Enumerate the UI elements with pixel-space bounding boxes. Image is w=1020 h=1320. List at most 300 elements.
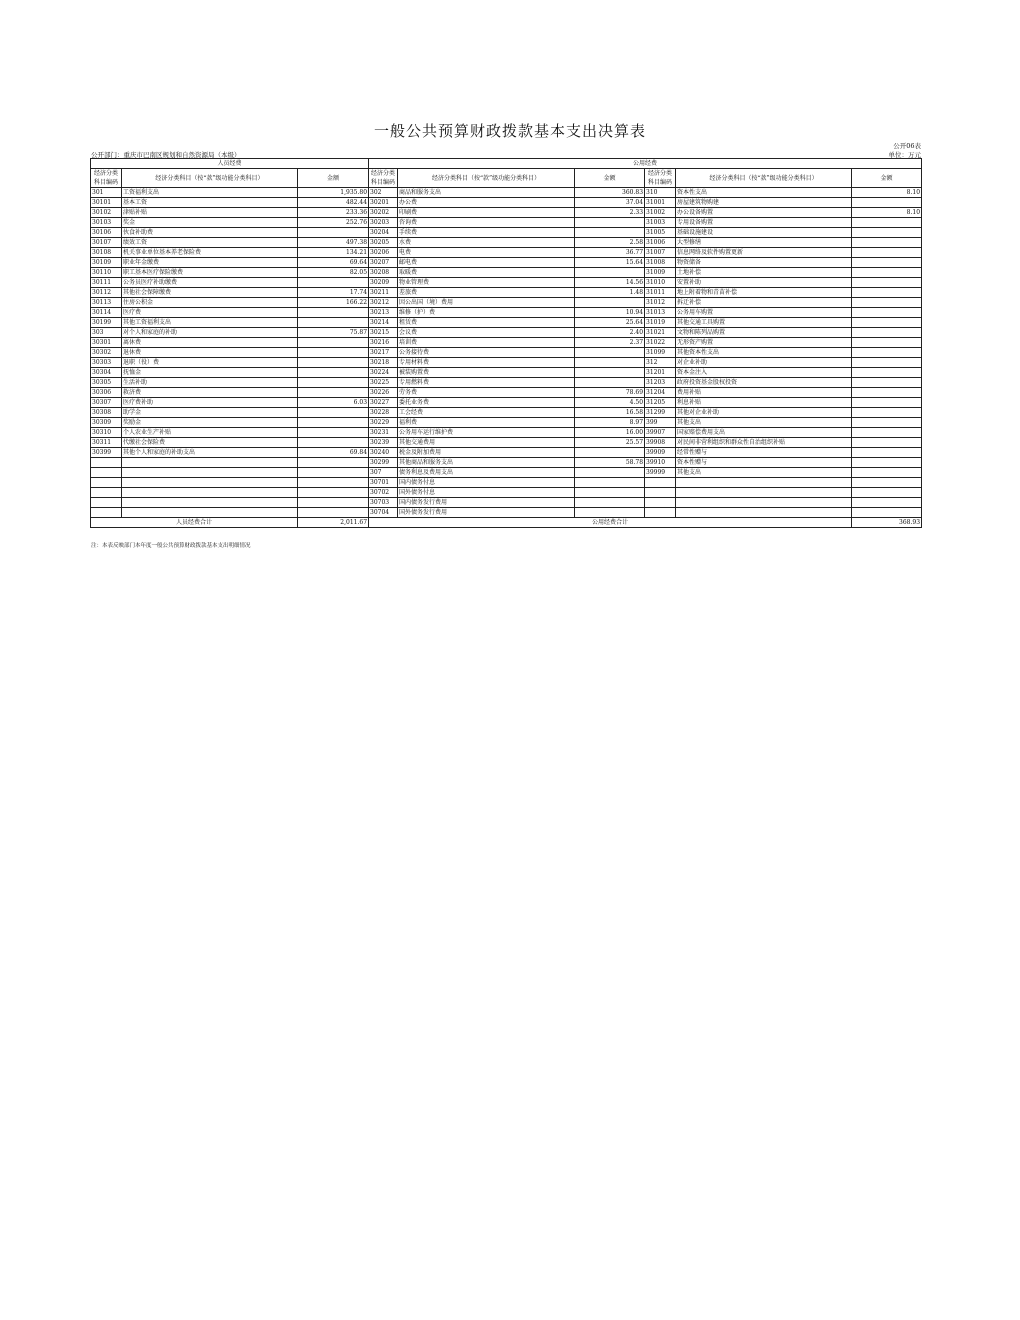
code-cell: 31008 <box>645 258 676 268</box>
code-cell: 31201 <box>645 368 676 378</box>
table-row <box>91 498 922 508</box>
code-cell: 30102 <box>91 208 122 218</box>
table-row <box>91 228 922 238</box>
name-cell: 奖励金 <box>122 418 298 428</box>
amount-cell: 36.77 <box>575 248 645 258</box>
name-cell: 信息网络及软件购置更新 <box>676 248 852 258</box>
amount-cell <box>852 278 922 288</box>
name-cell: 机关事业单位基本养老保险费 <box>122 248 298 258</box>
amount-cell: 8.10 <box>852 208 922 218</box>
amount-cell <box>298 278 369 288</box>
code-cell: 31007 <box>645 248 676 258</box>
code-cell: 31021 <box>645 328 676 338</box>
name-cell: 专用材料费 <box>398 358 575 368</box>
name-cell: 费用补贴 <box>676 388 852 398</box>
amount-cell: 75.87 <box>298 328 369 338</box>
table-row <box>91 188 922 198</box>
amount-cell <box>852 458 922 468</box>
amount-cell <box>575 508 645 518</box>
code-cell <box>91 468 122 478</box>
name-cell: 专用设备购置 <box>676 218 852 228</box>
name-cell: 其他对企业补助 <box>676 408 852 418</box>
code-cell: 307 <box>369 468 398 478</box>
name-cell: 印刷费 <box>398 208 575 218</box>
name-cell <box>122 458 298 468</box>
amount-cell: 16.58 <box>575 408 645 418</box>
name-cell: 其他支出 <box>676 468 852 478</box>
name-cell: 对个人和家庭的补助 <box>122 328 298 338</box>
code-cell: 30399 <box>91 448 122 458</box>
name-cell: 委托业务费 <box>398 398 575 408</box>
amount-cell <box>575 448 645 458</box>
amount-cell: 10.94 <box>575 308 645 318</box>
amount-cell <box>852 308 922 318</box>
personnel-total-amount: 2,011.67 <box>298 518 369 528</box>
amount-cell <box>298 508 369 518</box>
name-cell: 其他社会保障缴费 <box>122 288 298 298</box>
table-row <box>91 418 922 428</box>
amount-cell: 82.05 <box>298 268 369 278</box>
name-cell: 债务利息及费用支出 <box>398 468 575 478</box>
code-cell: 31009 <box>645 268 676 278</box>
code-cell: 30299 <box>369 458 398 468</box>
code-cell: 31001 <box>645 198 676 208</box>
name-cell: 伙食补助费 <box>122 228 298 238</box>
name-cell <box>676 478 852 488</box>
name-cell: 公务用车购置 <box>676 308 852 318</box>
amount-cell <box>852 258 922 268</box>
name-cell <box>676 488 852 498</box>
name-header: 经济分类科目（按“款”级功能分类科目） <box>122 169 298 188</box>
amount-cell <box>852 478 922 488</box>
code-cell: 30306 <box>91 388 122 398</box>
table-row <box>91 198 922 208</box>
amount-cell <box>852 338 922 348</box>
name-cell: 职工基本医疗保险缴费 <box>122 268 298 278</box>
name-cell: 政府投资基金股权投资 <box>676 378 852 388</box>
amount-cell <box>298 438 369 448</box>
name-cell: 利息补贴 <box>676 398 852 408</box>
code-cell: 30701 <box>369 478 398 488</box>
name-cell: 助学金 <box>122 408 298 418</box>
amount-cell <box>852 318 922 328</box>
name-cell: 抚恤金 <box>122 368 298 378</box>
amount-cell <box>852 408 922 418</box>
page-title: 一般公共预算财政拨款基本支出决算表 <box>373 122 646 140</box>
code-cell: 30239 <box>369 438 398 448</box>
amount-cell <box>298 498 369 508</box>
amount-cell <box>852 218 922 228</box>
amount-cell: 25.64 <box>575 318 645 328</box>
amount-cell <box>852 248 922 258</box>
code-cell: 31011 <box>645 288 676 298</box>
table-row <box>91 218 922 228</box>
code-cell: 31204 <box>645 388 676 398</box>
code-cell: 30703 <box>369 498 398 508</box>
footnote: 注：本表反映部门本年度一般公共预算财政拨款基本支出明细情况 <box>91 543 251 549</box>
table-row <box>91 338 922 348</box>
code-cell <box>91 478 122 488</box>
amount-cell <box>575 488 645 498</box>
code-cell: 30225 <box>369 378 398 388</box>
code-cell: 30202 <box>369 208 398 218</box>
amount-cell <box>298 318 369 328</box>
amount-cell: 8.10 <box>852 188 922 198</box>
table-row <box>91 318 922 328</box>
code-header: 经济分类科目编码 <box>645 169 676 188</box>
amount-cell: 15.64 <box>575 258 645 268</box>
name-cell: 办公设备购置 <box>676 208 852 218</box>
code-cell: 30240 <box>369 448 398 458</box>
name-cell: 其他资本性支出 <box>676 348 852 358</box>
code-cell: 31002 <box>645 208 676 218</box>
amount-cell: 17.74 <box>298 288 369 298</box>
amount-cell <box>575 218 645 228</box>
table-row <box>91 458 922 468</box>
code-cell: 30203 <box>369 218 398 228</box>
name-cell: 工会经费 <box>398 408 575 418</box>
amount-cell: 2.58 <box>575 238 645 248</box>
amount-cell: 233.36 <box>298 208 369 218</box>
amount-cell <box>852 228 922 238</box>
amount-cell: 2.40 <box>575 328 645 338</box>
name-cell: 商品和服务支出 <box>398 188 575 198</box>
name-cell <box>122 508 298 518</box>
name-cell: 职业年金缴费 <box>122 258 298 268</box>
code-cell: 30224 <box>369 368 398 378</box>
expenditure-table <box>90 158 922 528</box>
amount-header: 金额 <box>298 169 369 188</box>
name-cell: 国外债务发行费用 <box>398 508 575 518</box>
code-cell: 30226 <box>369 388 398 398</box>
name-cell: 水费 <box>398 238 575 248</box>
amount-cell: 25.57 <box>575 438 645 448</box>
amount-cell <box>575 378 645 388</box>
amount-cell <box>852 388 922 398</box>
table-row <box>91 478 922 488</box>
amount-cell: 37.04 <box>575 198 645 208</box>
code-cell: 30113 <box>91 298 122 308</box>
name-cell: 培训费 <box>398 338 575 348</box>
table-row <box>91 368 922 378</box>
code-cell: 30213 <box>369 308 398 318</box>
code-cell: 30301 <box>91 338 122 348</box>
code-cell <box>91 488 122 498</box>
table-row <box>91 438 922 448</box>
code-cell: 30228 <box>369 408 398 418</box>
amount-cell: 482.44 <box>298 198 369 208</box>
amount-cell <box>575 368 645 378</box>
name-cell: 无形资产购置 <box>676 338 852 348</box>
amount-cell <box>298 468 369 478</box>
amount-cell <box>852 368 922 378</box>
name-cell: 福利费 <box>398 418 575 428</box>
name-cell: 资本性支出 <box>676 188 852 198</box>
department-label: 公开部门：重庆市巴南区规划和自然资源局（本级） <box>91 151 241 159</box>
name-cell: 邮电费 <box>398 258 575 268</box>
amount-cell <box>298 478 369 488</box>
code-cell: 39907 <box>645 428 676 438</box>
code-cell <box>91 458 122 468</box>
name-cell: 津贴补贴 <box>122 208 298 218</box>
code-cell: 39910 <box>645 458 676 468</box>
amount-cell <box>852 428 922 438</box>
table-row <box>91 508 922 518</box>
code-cell: 30212 <box>369 298 398 308</box>
code-cell: 30311 <box>91 438 122 448</box>
name-cell: 租赁费 <box>398 318 575 328</box>
amount-cell <box>852 328 922 338</box>
code-cell: 30304 <box>91 368 122 378</box>
form-number: 公开06表 <box>893 142 921 150</box>
code-cell: 310 <box>645 188 676 198</box>
name-cell <box>122 468 298 478</box>
code-cell: 31005 <box>645 228 676 238</box>
code-cell: 31022 <box>645 338 676 348</box>
name-cell: 手续费 <box>398 228 575 238</box>
code-cell <box>91 508 122 518</box>
amount-cell <box>575 358 645 368</box>
name-cell: 住房公积金 <box>122 298 298 308</box>
amount-cell <box>852 378 922 388</box>
code-cell: 30199 <box>91 318 122 328</box>
amount-cell <box>852 418 922 428</box>
name-cell: 其他工资福利支出 <box>122 318 298 328</box>
table-row <box>91 278 922 288</box>
code-cell: 30208 <box>369 268 398 278</box>
code-cell: 30307 <box>91 398 122 408</box>
code-cell: 30229 <box>369 418 398 428</box>
amount-cell: 1.48 <box>575 288 645 298</box>
code-cell: 39908 <box>645 438 676 448</box>
name-cell: 国家赔偿费用支出 <box>676 428 852 438</box>
name-cell: 退职（役）费 <box>122 358 298 368</box>
code-cell: 30231 <box>369 428 398 438</box>
public-total-amount: 368.93 <box>852 518 922 528</box>
name-cell <box>676 498 852 508</box>
name-cell <box>676 508 852 518</box>
amount-cell: 2.37 <box>575 338 645 348</box>
name-cell: 大型修缮 <box>676 238 852 248</box>
code-cell: 30704 <box>369 508 398 518</box>
amount-cell <box>298 428 369 438</box>
amount-cell: 78.69 <box>575 388 645 398</box>
amount-cell: 252.76 <box>298 218 369 228</box>
code-cell: 30107 <box>91 238 122 248</box>
name-cell: 工资福利支出 <box>122 188 298 198</box>
amount-cell <box>852 448 922 458</box>
code-cell: 30109 <box>91 258 122 268</box>
public-total-label: 公用经费合计 <box>369 518 852 528</box>
amount-cell <box>575 268 645 278</box>
name-cell: 物资储备 <box>676 258 852 268</box>
amount-cell <box>298 408 369 418</box>
amount-cell <box>852 488 922 498</box>
code-cell: 30216 <box>369 338 398 348</box>
code-cell: 30209 <box>369 278 398 288</box>
code-cell: 31205 <box>645 398 676 408</box>
name-cell: 医疗费补助 <box>122 398 298 408</box>
code-header: 经济分类科目编码 <box>91 169 122 188</box>
totals-row <box>91 518 922 528</box>
name-cell: 基础设施建设 <box>676 228 852 238</box>
table-row <box>91 208 922 218</box>
table-row <box>91 268 922 278</box>
code-cell: 31099 <box>645 348 676 358</box>
name-cell <box>122 498 298 508</box>
name-cell: 国外债务付息 <box>398 488 575 498</box>
amount-cell <box>298 458 369 468</box>
name-cell: 取暖费 <box>398 268 575 278</box>
code-cell: 30207 <box>369 258 398 268</box>
name-cell: 医疗费 <box>122 308 298 318</box>
amount-cell <box>852 508 922 518</box>
name-cell: 因公出国（境）费用 <box>398 298 575 308</box>
name-cell: 文物和陈列品购置 <box>676 328 852 338</box>
name-cell: 公务接待费 <box>398 348 575 358</box>
code-cell: 30217 <box>369 348 398 358</box>
table-row <box>91 408 922 418</box>
name-cell: 土地补偿 <box>676 268 852 278</box>
name-cell <box>122 488 298 498</box>
name-cell: 基本工资 <box>122 198 298 208</box>
code-cell: 30309 <box>91 418 122 428</box>
name-cell <box>122 478 298 488</box>
amount-cell <box>852 298 922 308</box>
code-cell: 301 <box>91 188 122 198</box>
name-cell: 对企业补助 <box>676 358 852 368</box>
code-cell: 30114 <box>91 308 122 318</box>
name-cell: 地上附着物和青苗补偿 <box>676 288 852 298</box>
code-cell: 30303 <box>91 358 122 368</box>
amount-cell: 497.38 <box>298 238 369 248</box>
amount-cell <box>298 488 369 498</box>
code-cell: 31019 <box>645 318 676 328</box>
table-row <box>91 328 922 338</box>
amount-cell <box>852 348 922 358</box>
amount-cell: 8.97 <box>575 418 645 428</box>
name-cell: 办公费 <box>398 198 575 208</box>
code-cell: 31010 <box>645 278 676 288</box>
code-cell: 31203 <box>645 378 676 388</box>
name-cell: 退休费 <box>122 348 298 358</box>
name-cell: 国内债务发行费用 <box>398 498 575 508</box>
amount-cell <box>298 348 369 358</box>
unit-label: 单位：万元 <box>888 151 921 159</box>
name-cell: 差旅费 <box>398 288 575 298</box>
code-cell: 30110 <box>91 268 122 278</box>
table-row <box>91 488 922 498</box>
amount-cell <box>298 228 369 238</box>
code-cell: 30112 <box>91 288 122 298</box>
table-row <box>91 288 922 298</box>
code-cell: 31003 <box>645 218 676 228</box>
amount-cell: 166.22 <box>298 298 369 308</box>
code-cell: 30302 <box>91 348 122 358</box>
name-cell: 资本金注入 <box>676 368 852 378</box>
name-cell: 拆迁补偿 <box>676 298 852 308</box>
amount-cell: 4.50 <box>575 398 645 408</box>
code-cell: 30206 <box>369 248 398 258</box>
amount-cell <box>298 388 369 398</box>
name-cell: 维修（护）费 <box>398 308 575 318</box>
amount-cell <box>575 348 645 358</box>
name-cell: 其他交通工具购置 <box>676 318 852 328</box>
table-row <box>91 378 922 388</box>
amount-cell <box>852 468 922 478</box>
code-cell: 399 <box>645 418 676 428</box>
amount-cell: 134.21 <box>298 248 369 258</box>
code-cell: 30103 <box>91 218 122 228</box>
table-body <box>91 188 922 518</box>
name-cell: 会议费 <box>398 328 575 338</box>
name-cell: 房屋建筑物购建 <box>676 198 852 208</box>
amount-cell <box>852 288 922 298</box>
name-cell: 其他商品和服务支出 <box>398 458 575 468</box>
table-row <box>91 358 922 368</box>
name-cell: 公务用车运行维护费 <box>398 428 575 438</box>
amount-cell <box>852 438 922 448</box>
code-header: 经济分类科目编码 <box>369 169 398 188</box>
code-cell: 30227 <box>369 398 398 408</box>
code-cell: 303 <box>91 328 122 338</box>
amount-cell: 69.84 <box>298 448 369 458</box>
amount-cell: 14.56 <box>575 278 645 288</box>
amount-cell <box>575 498 645 508</box>
amount-cell: 69.64 <box>298 258 369 268</box>
amount-cell <box>298 338 369 348</box>
name-cell: 被装购置费 <box>398 368 575 378</box>
group-header-row <box>91 159 922 169</box>
code-cell: 30205 <box>369 238 398 248</box>
code-cell: 30108 <box>91 248 122 258</box>
amount-cell <box>298 418 369 428</box>
name-cell: 安置补助 <box>676 278 852 288</box>
amount-cell <box>298 378 369 388</box>
name-cell: 离休费 <box>122 338 298 348</box>
code-cell: 31013 <box>645 308 676 318</box>
table-row <box>91 238 922 248</box>
code-cell <box>645 508 676 518</box>
name-cell: 其他支出 <box>676 418 852 428</box>
table-row <box>91 298 922 308</box>
amount-cell <box>852 238 922 248</box>
code-cell: 31012 <box>645 298 676 308</box>
amount-cell <box>575 478 645 488</box>
code-cell: 30211 <box>369 288 398 298</box>
table-row <box>91 308 922 318</box>
name-cell: 物业管理费 <box>398 278 575 288</box>
table-row <box>91 388 922 398</box>
name-cell: 救济费 <box>122 388 298 398</box>
name-cell: 资本性赠与 <box>676 458 852 468</box>
name-cell: 劳务费 <box>398 388 575 398</box>
code-cell: 30702 <box>369 488 398 498</box>
name-cell: 咨询费 <box>398 218 575 228</box>
amount-cell: 360.83 <box>575 188 645 198</box>
code-cell <box>645 498 676 508</box>
name-cell: 税金及附加费用 <box>398 448 575 458</box>
name-cell: 绩效工资 <box>122 238 298 248</box>
amount-cell <box>852 358 922 368</box>
amount-cell <box>575 468 645 478</box>
amount-cell: 6.03 <box>298 398 369 408</box>
amount-cell <box>298 368 369 378</box>
personnel-group-header: 人员经费 <box>91 159 369 169</box>
column-header-row <box>91 169 922 188</box>
table-row <box>91 448 922 458</box>
table-row <box>91 468 922 478</box>
